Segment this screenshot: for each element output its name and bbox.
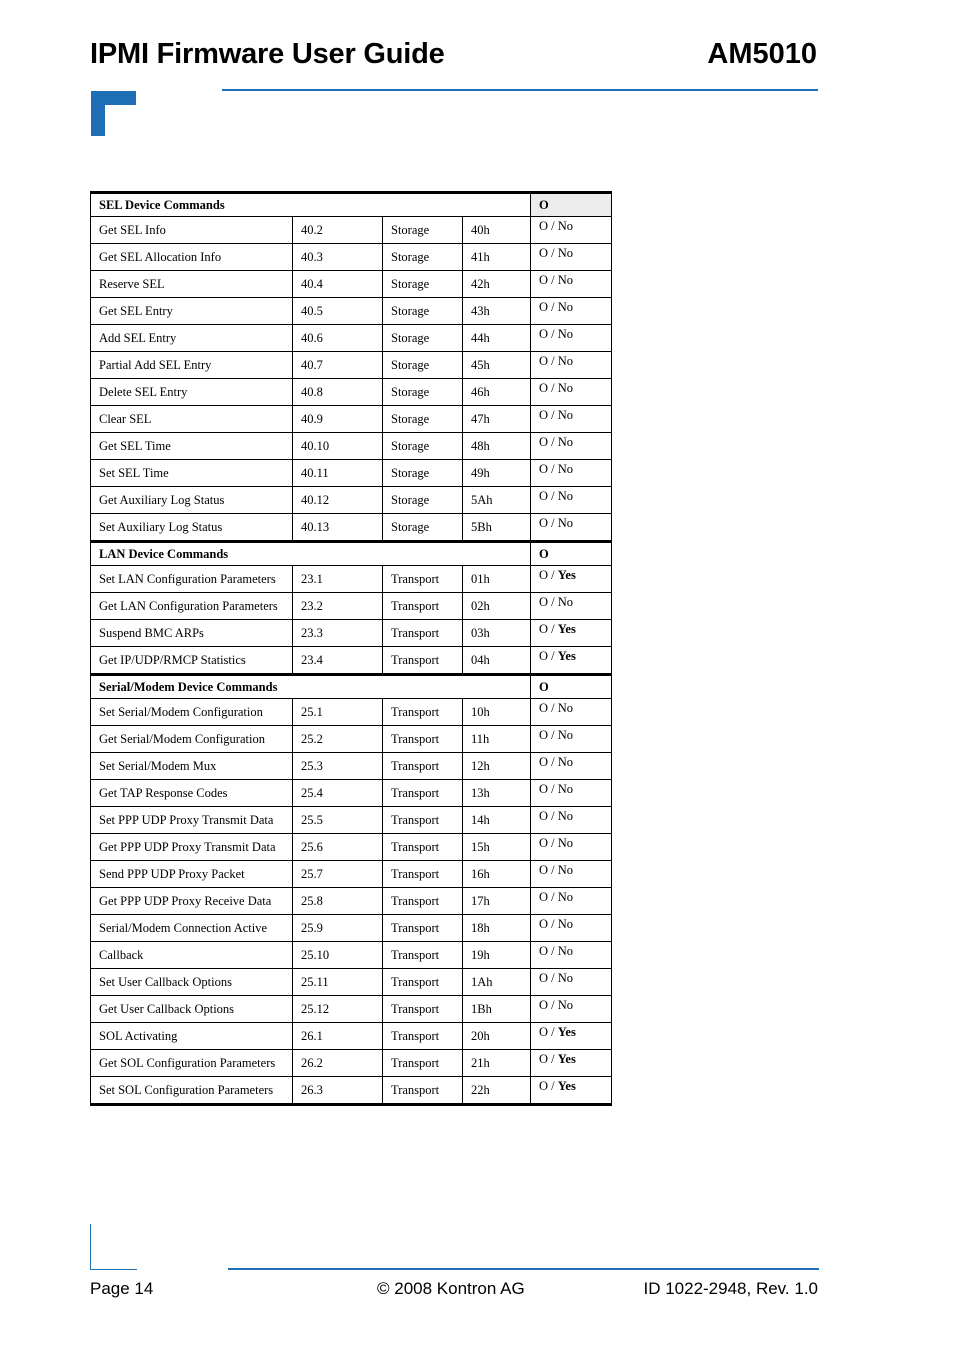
support-mandatory-prefix: O / — [539, 755, 558, 769]
netfn: Storage — [383, 487, 463, 514]
command-row — [91, 352, 612, 379]
command-name: Get SEL Time — [91, 433, 293, 460]
command-row — [91, 996, 612, 1023]
support-status — [531, 753, 612, 780]
spec-section: 25.7 — [293, 861, 383, 888]
command-name: Suspend BMC ARPs — [91, 620, 293, 647]
support-status — [531, 942, 612, 969]
spec-section: 23.3 — [293, 620, 383, 647]
support-value: No — [557, 435, 574, 449]
spec-section: 23.2 — [293, 593, 383, 620]
support-status — [531, 996, 612, 1023]
netfn: Transport — [383, 726, 463, 753]
command-row — [91, 888, 612, 915]
command-name: Set PPP UDP Proxy Transmit Data — [91, 807, 293, 834]
command-row — [91, 433, 612, 460]
support-value: Yes — [557, 649, 576, 663]
netfn: Transport — [383, 1050, 463, 1077]
support-value: No — [557, 944, 574, 958]
support-value: No — [557, 863, 574, 877]
support-mandatory-prefix: O / — [539, 462, 558, 476]
command-row — [91, 699, 612, 726]
spec-section: 40.6 — [293, 325, 383, 352]
support-mandatory-prefix: O / — [539, 408, 558, 422]
netfn: Transport — [383, 861, 463, 888]
cmd-code: 40h — [463, 217, 531, 244]
netfn: Transport — [383, 647, 463, 675]
spec-section: 40.12 — [293, 487, 383, 514]
support-value: Yes — [557, 1025, 576, 1039]
netfn: Transport — [383, 780, 463, 807]
command-name: Partial Add SEL Entry — [91, 352, 293, 379]
document-title: IPMI Firmware User Guide — [90, 38, 445, 70]
support-status — [531, 271, 612, 298]
support-status — [531, 1023, 612, 1050]
spec-section: 26.1 — [293, 1023, 383, 1050]
footer-corner-mark — [90, 1224, 91, 1270]
cmd-code: 42h — [463, 271, 531, 298]
support-mandatory-prefix: O / — [539, 327, 558, 341]
command-name: Get SEL Allocation Info — [91, 244, 293, 271]
support-status — [531, 325, 612, 352]
netfn: Storage — [383, 298, 463, 325]
spec-section: 25.10 — [293, 942, 383, 969]
cmd-code: 12h — [463, 753, 531, 780]
support-status — [531, 1077, 612, 1105]
command-name: Get User Callback Options — [91, 996, 293, 1023]
command-name: SOL Activating — [91, 1023, 293, 1050]
cmd-code: 21h — [463, 1050, 531, 1077]
command-name: Get PPP UDP Proxy Receive Data — [91, 888, 293, 915]
support-mandatory-prefix: O / — [539, 863, 558, 877]
support-mandatory-prefix: O / — [539, 649, 558, 663]
support-value: No — [557, 728, 574, 742]
cmd-code: 14h — [463, 807, 531, 834]
support-mandatory-prefix: O / — [539, 890, 558, 904]
header-corner-mark-h — [91, 91, 136, 105]
support-value: No — [557, 300, 574, 314]
command-row — [91, 298, 612, 325]
command-row — [91, 969, 612, 996]
page-number: Page 14 — [90, 1279, 154, 1298]
netfn: Transport — [383, 699, 463, 726]
support-status — [531, 888, 612, 915]
command-name: Get Serial/Modem Configuration — [91, 726, 293, 753]
support-status — [531, 566, 612, 593]
support-mandatory-prefix: O / — [539, 836, 558, 850]
support-status — [531, 593, 612, 620]
section-header-row — [91, 193, 612, 217]
section-requirement: O — [531, 193, 612, 217]
support-status — [531, 217, 612, 244]
cmd-code: 02h — [463, 593, 531, 620]
cmd-code: 01h — [463, 566, 531, 593]
netfn: Transport — [383, 566, 463, 593]
cmd-code: 04h — [463, 647, 531, 675]
cmd-code: 45h — [463, 352, 531, 379]
cmd-code: 10h — [463, 699, 531, 726]
support-mandatory-prefix: O / — [539, 701, 558, 715]
section-title: Serial/Modem Device Commands — [91, 675, 531, 699]
footer-corner-mark-h — [90, 1269, 137, 1270]
command-row — [91, 942, 612, 969]
spec-section: 25.6 — [293, 834, 383, 861]
cmd-code: 18h — [463, 915, 531, 942]
command-row — [91, 861, 612, 888]
support-status — [531, 699, 612, 726]
command-name: Set Serial/Modem Configuration — [91, 699, 293, 726]
command-name: Reserve SEL — [91, 271, 293, 298]
netfn: Storage — [383, 379, 463, 406]
support-mandatory-prefix: O / — [539, 971, 558, 985]
cmd-code: 11h — [463, 726, 531, 753]
cmd-code: 49h — [463, 460, 531, 487]
spec-section: 25.11 — [293, 969, 383, 996]
support-status — [531, 620, 612, 647]
support-value: No — [557, 595, 574, 609]
support-status — [531, 915, 612, 942]
command-name: Serial/Modem Connection Active — [91, 915, 293, 942]
support-mandatory-prefix: O / — [539, 595, 558, 609]
cmd-code: 46h — [463, 379, 531, 406]
support-value: Yes — [557, 622, 576, 636]
cmd-code: 48h — [463, 433, 531, 460]
support-status — [531, 352, 612, 379]
support-value: Yes — [557, 568, 576, 582]
support-value: No — [557, 809, 574, 823]
spec-section: 40.11 — [293, 460, 383, 487]
support-status — [531, 244, 612, 271]
spec-section: 25.5 — [293, 807, 383, 834]
command-row — [91, 566, 612, 593]
netfn: Storage — [383, 325, 463, 352]
command-row — [91, 514, 612, 542]
ipmi-commands-table — [90, 191, 612, 1106]
support-status — [531, 647, 612, 675]
command-row — [91, 807, 612, 834]
support-status — [531, 834, 612, 861]
spec-section: 25.2 — [293, 726, 383, 753]
cmd-code: 44h — [463, 325, 531, 352]
command-row — [91, 487, 612, 514]
command-row — [91, 647, 612, 675]
spec-section: 40.5 — [293, 298, 383, 325]
netfn: Storage — [383, 406, 463, 433]
support-value: No — [557, 782, 574, 796]
command-name: Get IP/UDP/RMCP Statistics — [91, 647, 293, 675]
spec-section: 26.3 — [293, 1077, 383, 1105]
command-row — [91, 780, 612, 807]
command-row — [91, 753, 612, 780]
support-mandatory-prefix: O / — [539, 782, 558, 796]
command-row — [91, 379, 612, 406]
support-status — [531, 433, 612, 460]
command-name: Set SOL Configuration Parameters — [91, 1077, 293, 1105]
command-name: Callback — [91, 942, 293, 969]
netfn: Transport — [383, 996, 463, 1023]
spec-section: 40.13 — [293, 514, 383, 542]
cmd-code: 13h — [463, 780, 531, 807]
support-status — [531, 969, 612, 996]
command-row — [91, 244, 612, 271]
cmd-code: 03h — [463, 620, 531, 647]
support-value: No — [557, 489, 574, 503]
support-mandatory-prefix: O / — [539, 246, 558, 260]
command-row — [91, 406, 612, 433]
support-status — [531, 780, 612, 807]
spec-section: 25.3 — [293, 753, 383, 780]
command-row — [91, 726, 612, 753]
command-name: Get PPP UDP Proxy Transmit Data — [91, 834, 293, 861]
support-mandatory-prefix: O / — [539, 998, 558, 1012]
support-value: No — [557, 381, 574, 395]
support-value: No — [557, 836, 574, 850]
command-name: Get TAP Response Codes — [91, 780, 293, 807]
command-row — [91, 1050, 612, 1077]
support-mandatory-prefix: O / — [539, 1025, 558, 1039]
support-value: Yes — [557, 1079, 576, 1093]
footer-rule — [228, 1268, 819, 1270]
command-name: Add SEL Entry — [91, 325, 293, 352]
command-name: Set LAN Configuration Parameters — [91, 566, 293, 593]
cmd-code: 47h — [463, 406, 531, 433]
support-status — [531, 379, 612, 406]
cmd-code: 20h — [463, 1023, 531, 1050]
support-mandatory-prefix: O / — [539, 381, 558, 395]
support-status — [531, 406, 612, 433]
command-name: Get LAN Configuration Parameters — [91, 593, 293, 620]
spec-section: 25.4 — [293, 780, 383, 807]
command-name: Set User Callback Options — [91, 969, 293, 996]
netfn: Storage — [383, 514, 463, 542]
support-value: No — [557, 516, 574, 530]
support-value: No — [557, 462, 574, 476]
command-name: Get SEL Info — [91, 217, 293, 244]
netfn: Transport — [383, 807, 463, 834]
command-name: Clear SEL — [91, 406, 293, 433]
cmd-code: 1Bh — [463, 996, 531, 1023]
spec-section: 23.4 — [293, 647, 383, 675]
support-status — [531, 1050, 612, 1077]
support-mandatory-prefix: O / — [539, 219, 558, 233]
netfn: Transport — [383, 620, 463, 647]
section-header-row — [91, 675, 612, 699]
spec-section: 25.1 — [293, 699, 383, 726]
cmd-code: 43h — [463, 298, 531, 325]
support-value: No — [557, 998, 574, 1012]
netfn: Transport — [383, 969, 463, 996]
section-header-row — [91, 542, 612, 566]
command-name: Set SEL Time — [91, 460, 293, 487]
spec-section: 40.7 — [293, 352, 383, 379]
spec-section: 40.9 — [293, 406, 383, 433]
command-row — [91, 593, 612, 620]
command-row — [91, 915, 612, 942]
section-requirement: O — [531, 675, 612, 699]
support-value: No — [557, 246, 574, 260]
support-mandatory-prefix: O / — [539, 1052, 558, 1066]
command-name: Get SEL Entry — [91, 298, 293, 325]
support-value: No — [557, 219, 574, 233]
command-row — [91, 620, 612, 647]
support-mandatory-prefix: O / — [539, 568, 558, 582]
support-value: No — [557, 917, 574, 931]
spec-section: 25.8 — [293, 888, 383, 915]
cmd-code: 15h — [463, 834, 531, 861]
spec-section: 40.10 — [293, 433, 383, 460]
support-mandatory-prefix: O / — [539, 300, 558, 314]
spec-section: 26.2 — [293, 1050, 383, 1077]
netfn: Storage — [383, 217, 463, 244]
cmd-code: 1Ah — [463, 969, 531, 996]
section-requirement: O — [531, 542, 612, 566]
support-value: No — [557, 354, 574, 368]
netfn: Storage — [383, 460, 463, 487]
command-name: Send PPP UDP Proxy Packet — [91, 861, 293, 888]
support-value: No — [557, 890, 574, 904]
section-title: LAN Device Commands — [91, 542, 531, 566]
support-status — [531, 807, 612, 834]
support-mandatory-prefix: O / — [539, 728, 558, 742]
command-name: Set Serial/Modem Mux — [91, 753, 293, 780]
command-name: Get SOL Configuration Parameters — [91, 1050, 293, 1077]
support-mandatory-prefix: O / — [539, 917, 558, 931]
support-mandatory-prefix: O / — [539, 354, 558, 368]
section-title: SEL Device Commands — [91, 193, 531, 217]
support-value: No — [557, 273, 574, 287]
netfn: Transport — [383, 593, 463, 620]
support-value: No — [557, 755, 574, 769]
support-mandatory-prefix: O / — [539, 1079, 558, 1093]
netfn: Storage — [383, 352, 463, 379]
command-row — [91, 1077, 612, 1105]
netfn: Transport — [383, 834, 463, 861]
netfn: Transport — [383, 915, 463, 942]
netfn: Transport — [383, 942, 463, 969]
support-value: Yes — [557, 1052, 576, 1066]
support-status — [531, 487, 612, 514]
command-name: Set Auxiliary Log Status — [91, 514, 293, 542]
cmd-code: 19h — [463, 942, 531, 969]
command-row — [91, 325, 612, 352]
support-value: No — [557, 408, 574, 422]
support-mandatory-prefix: O / — [539, 435, 558, 449]
netfn: Storage — [383, 271, 463, 298]
spec-section: 40.2 — [293, 217, 383, 244]
copyright: © 2008 Kontron AG — [377, 1279, 525, 1298]
spec-section: 40.8 — [293, 379, 383, 406]
command-row — [91, 271, 612, 298]
spec-section: 40.3 — [293, 244, 383, 271]
support-status — [531, 514, 612, 542]
spec-section: 40.4 — [293, 271, 383, 298]
support-mandatory-prefix: O / — [539, 944, 558, 958]
command-row — [91, 1023, 612, 1050]
support-mandatory-prefix: O / — [539, 489, 558, 503]
netfn: Transport — [383, 1023, 463, 1050]
netfn: Storage — [383, 244, 463, 271]
support-mandatory-prefix: O / — [539, 622, 558, 636]
support-status — [531, 460, 612, 487]
support-status — [531, 298, 612, 325]
command-row — [91, 460, 612, 487]
spec-section: 23.1 — [293, 566, 383, 593]
command-name: Get Auxiliary Log Status — [91, 487, 293, 514]
spec-section: 25.9 — [293, 915, 383, 942]
support-mandatory-prefix: O / — [539, 273, 558, 287]
command-row — [91, 217, 612, 244]
cmd-code: 41h — [463, 244, 531, 271]
cmd-code: 5Ah — [463, 487, 531, 514]
netfn: Transport — [383, 1077, 463, 1105]
cmd-code: 22h — [463, 1077, 531, 1105]
support-value: No — [557, 327, 574, 341]
netfn: Storage — [383, 433, 463, 460]
support-status — [531, 726, 612, 753]
netfn: Transport — [383, 753, 463, 780]
command-row — [91, 834, 612, 861]
netfn: Transport — [383, 888, 463, 915]
support-value: No — [557, 971, 574, 985]
cmd-code: 5Bh — [463, 514, 531, 542]
support-mandatory-prefix: O / — [539, 516, 558, 530]
cmd-code: 17h — [463, 888, 531, 915]
command-name: Delete SEL Entry — [91, 379, 293, 406]
support-mandatory-prefix: O / — [539, 809, 558, 823]
cmd-code: 16h — [463, 861, 531, 888]
support-value: No — [557, 701, 574, 715]
document-id: ID 1022-2948, Rev. 1.0 — [643, 1279, 818, 1298]
product-model: AM5010 — [707, 38, 817, 70]
spec-section: 25.12 — [293, 996, 383, 1023]
support-status — [531, 861, 612, 888]
header-rule — [222, 89, 818, 91]
